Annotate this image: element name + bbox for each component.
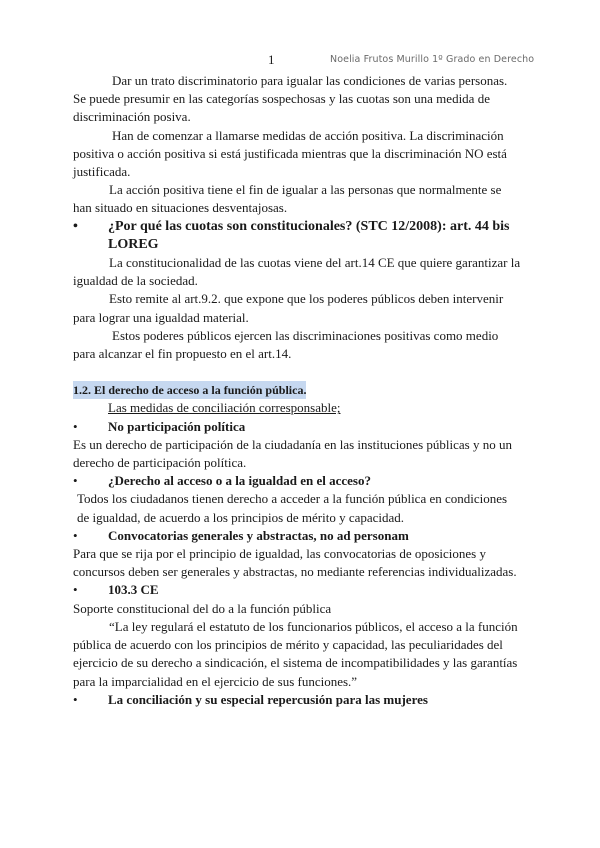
bullet-symbol: • [73, 473, 78, 489]
paragraph-equality-principle: Para que se rija por el principio de igualdad, las convocatorias de oposiciones y concursos deben ser generales y abstractas, no mediante referencias individualizadas. [73, 546, 517, 580]
bullet-103-3-ce [73, 581, 521, 599]
bullet-symbol: • [73, 527, 78, 543]
bullet-access-equality [73, 472, 521, 490]
paragraph-participation-right: Es un derecho de participación de la ciudadanía en las instituciones públicas y no un derecho de participación política. [73, 436, 512, 471]
bullet-symbol: • [73, 691, 78, 707]
bullet-quotas-constitutional [73, 218, 521, 254]
author-header: Noelia Frutos Murillo 1º Grado en Derecho [330, 54, 535, 65]
paragraph-public-powers: Estos poderes públicos ejercen las discriminaciones positivas como medio para alcanzar el fin propuesto en el art.14. [73, 327, 499, 362]
bullet-text: No participación política [108, 418, 246, 434]
bullet-text: ¿Por qué las cuotas son constitucionales? (STC 12/2008): art. 44 bis LOREG [108, 218, 510, 252]
paragraph-discriminatory-treatment: Dar un trato discriminatorio para igualar las condiciones de varias personas. Se puede presumir en las categorías sospechosas y las cuotas son una medida de discriminación posiva. [73, 73, 508, 125]
paragraph-positive-action: Han de comenzar a llamarse medidas de acción positiva. La discriminación positiva o acción positiva si está justificada mientras que la discriminación NO está justificada. [73, 127, 507, 180]
paragraph-positive-action-goal: La acción positiva tiene el fin de igualar a las personas que normalmente se han situado en situaciones desventajosas. [73, 182, 502, 216]
bullet-symbol: • [73, 582, 78, 598]
bullet-text: ¿Derecho al acceso o a la igualdad en el acceso? [108, 473, 371, 489]
paragraph-quotas-art14: La constitucionalidad de las cuotas viene del art.14 CE que quiere garantizar la igualdad de la sociedad. [73, 255, 521, 289]
subtitle-conciliation: Las medidas de conciliación corresponsable; [108, 400, 341, 416]
bullet-text: La conciliación y su especial repercusión para las mujeres [108, 691, 428, 707]
bullet-no-political-participation [73, 418, 521, 436]
bullet-conciliation-women [73, 691, 521, 709]
page-number: 1 [268, 52, 275, 67]
paragraph-citizens-access: Todos los ciudadanos tienen derecho a acceder a la función pública en condiciones de igualdad, de acuerdo a los principios de mérito y capacidad. [77, 491, 508, 525]
bullet-symbol: • [73, 418, 78, 434]
bullet-symbol: • [73, 218, 78, 234]
bullet-general-calls [73, 527, 521, 545]
bullet-text: 103.3 CE [108, 582, 159, 598]
section-heading-access [73, 381, 521, 399]
section-title: 1.2. El derecho de acceso a la función pública. [73, 381, 306, 399]
paragraph-art92: Esto remite al art.9.2. que expone que los poderes públicos deben intervenir para lograr una igualdad material. [73, 291, 504, 325]
document-body [73, 72, 521, 709]
quote-103-3: “La ley regulará el estatuto de los funcionarios públicos, el acceso a la función pública de acuerdo con los principios de mérito y capacidad, las peculiaridades del ejercicio de su derecho a sindicación, el sistema de incompatibilidades y las garantías para la imparcialidad en el ejercicio de sus funciones.” [73, 618, 518, 689]
paragraph-constitutional-support: Soporte constitucional del do a la función pública [73, 600, 332, 616]
bullet-text: Convocatorias generales y abstractas, no ad personam [108, 527, 409, 543]
